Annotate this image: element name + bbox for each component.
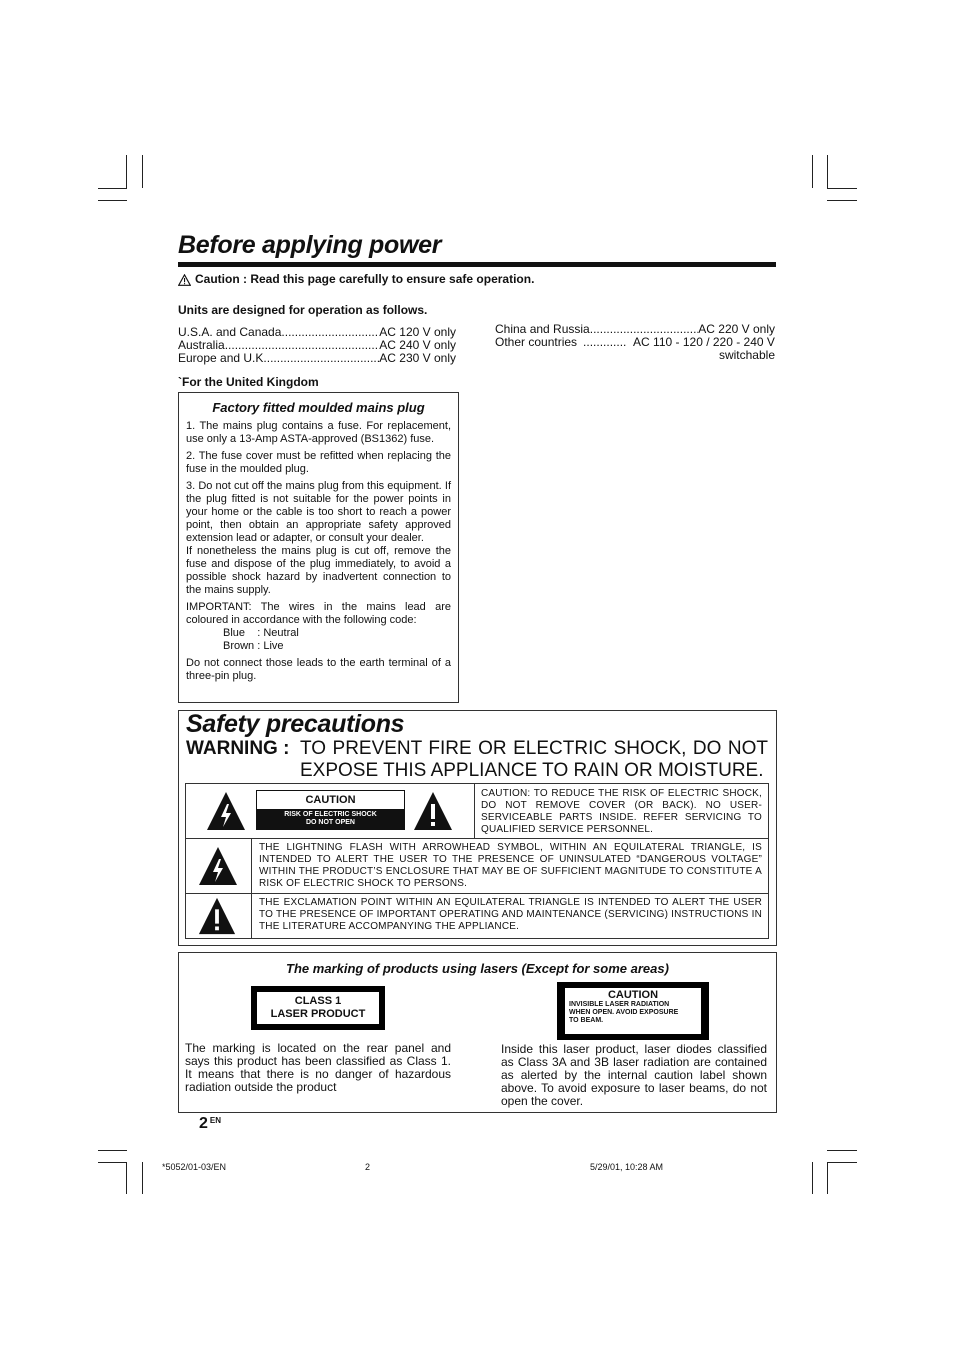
uk-para: Do not connect those leads to the earth terminal of a three-pin plug. bbox=[186, 657, 451, 682]
units-left bbox=[178, 326, 456, 365]
uk-para: 3. Do not cut off the mains plug from this equipment. If the plug fitted is not suitable for the power points in your home or the cable is too short to reach a power point, then obtain an appropriate safety approved extension lead or adapter, or consult your dealer. bbox=[186, 480, 451, 544]
page-lang: EN bbox=[209, 1116, 222, 1125]
crop-mark bbox=[142, 1162, 143, 1194]
units-heading: Units are designed for operation as follows. bbox=[178, 303, 428, 317]
laser-left-text: The marking is located on the rear panel and says this product has been classified as Class 1. It means that there is no danger of hazardous radiation outside the product bbox=[185, 1041, 451, 1094]
crop-mark bbox=[98, 1150, 127, 1151]
crop-mark bbox=[827, 1162, 828, 1194]
crop-mark bbox=[126, 155, 127, 188]
class1-line-2: LASER PRODUCT bbox=[270, 1008, 366, 1020]
lightning-triangle-icon bbox=[205, 790, 247, 832]
page-title: Before applying power bbox=[178, 231, 442, 259]
caution-text: CAUTION: TO REDUCE THE RISK OF ELECTRIC SHOCK, DO NOT REMOVE COVER (OR BACK). NO USER-SERVICEABLE PARTS INSIDE. REFER SERVICING TO QUALIFIED SERVICE PERSONNEL. bbox=[481, 788, 762, 835]
safety-title: Safety precautions bbox=[186, 710, 405, 738]
exclamation-text: THE EXCLAMATION POINT WITHIN AN EQUILATERAL TRIANGLE IS INTENDED TO ALERT THE USER TO THE PRESENCE OF IMPORTANT OPERATING AND MAINTENANCE (SERVICING) INSTRUCTIONS IN THE LITERATURE ACCOMPANYING THE APPLIANCE. bbox=[259, 897, 762, 932]
caution-sub-2: DO NOT OPEN bbox=[305, 819, 355, 826]
warning-label: WARNING : bbox=[186, 738, 290, 759]
caution-sub-1: RISK OF ELECTRIC SHOCK bbox=[284, 811, 377, 818]
page-number-value: 2 bbox=[199, 1115, 208, 1132]
exclamation-triangle-icon bbox=[197, 896, 237, 936]
laser-caution-title: CAUTION bbox=[607, 989, 659, 1001]
crop-mark bbox=[827, 1150, 857, 1151]
caution-label: CAUTION bbox=[305, 794, 356, 806]
uk-box-title: Factory fitted moulded mains plug bbox=[212, 400, 425, 415]
class1-label bbox=[251, 986, 385, 1030]
unit-note: switchable bbox=[718, 348, 775, 362]
unit-row: U.S.A. and Canada ..... AC 120 V only bbox=[178, 326, 456, 339]
uk-plug-box bbox=[178, 392, 459, 703]
uk-para: 1. The mains plug contains a fuse. For replacement, use only a 13-Amp ASTA-approved (BS1362) fuse. bbox=[186, 420, 451, 445]
crop-mark bbox=[142, 155, 143, 188]
uk-para: 2. The fuse cover must be refitted when replacing the fuse in the moulded plug. bbox=[186, 450, 451, 475]
laser-caution-line: TO BEAM. bbox=[569, 1017, 604, 1024]
unit-row: China and Russia ..... AC 220 V only bbox=[495, 323, 775, 336]
laser-caution-line: INVISIBLE LASER RADIATION bbox=[569, 1001, 670, 1008]
crop-mark bbox=[98, 188, 127, 189]
crop-mark bbox=[812, 155, 813, 188]
lightning-text: THE LIGHTNING FLASH WITH ARROWHEAD SYMBOL, WITHIN AN EQUILATERAL TRIANGLE, IS INTENDED TO ALERT THE USER TO THE PRESENCE OF UNINSULATED “DANGEROUS VOLTAGE” WITHIN THE PRODUCT’S ENCLOSURE THAT MAY BE OF SUFFICIENT MAGNITUDE TO CONSTITUTE A RISK OF ELECTRIC SHOCK TO PERSONS. bbox=[259, 842, 762, 889]
footer-timestamp: 5/29/01, 10:28 AM bbox=[590, 1162, 664, 1172]
crop-mark bbox=[827, 188, 857, 189]
warning-line-1: TO PREVENT FIRE OR ELECTRIC SHOCK, DO NOT bbox=[300, 738, 768, 759]
crop-mark bbox=[126, 1162, 127, 1194]
crop-mark bbox=[98, 200, 127, 201]
footer-center: 2 bbox=[365, 1162, 371, 1172]
uk-para: IMPORTANT: The wires in the mains lead are coloured in accordance with the following code: bbox=[186, 601, 451, 626]
unit-row: Other countries ..... AC 110 - 120 / 220 - 240 V bbox=[495, 336, 775, 349]
caution-text: Caution : Read this page carefully to ensure safe operation. bbox=[195, 272, 535, 286]
uk-heading: `For the United Kingdom bbox=[178, 375, 319, 389]
caution-label-box bbox=[256, 790, 405, 830]
warning-line-2: EXPOSE THIS APPLIANCE TO RAIN OR MOISTURE. bbox=[300, 760, 764, 781]
crop-mark bbox=[98, 1162, 127, 1163]
uk-para: If nonetheless the mains plug is cut off, remove the fuse and dispose of the plug immediately, to avoid a possible shock hazard by inadvertent connection to the mains supply. bbox=[186, 545, 451, 596]
caution-line bbox=[178, 273, 534, 286]
crop-mark bbox=[827, 200, 857, 201]
page-number bbox=[199, 1114, 221, 1134]
caution-sub-band bbox=[257, 809, 404, 829]
laser-caution-label bbox=[557, 982, 709, 1040]
wire-brown: Brown : Live bbox=[223, 640, 284, 652]
unit-row: Australia ..... AC 240 V only bbox=[178, 339, 456, 352]
exclamation-triangle-icon bbox=[412, 790, 454, 832]
caution-triangle-icon bbox=[178, 274, 191, 286]
title-rule bbox=[178, 262, 776, 267]
doc-code: *5052/01-03/EN bbox=[162, 1162, 227, 1172]
units-right bbox=[495, 323, 775, 362]
crop-mark bbox=[812, 1162, 813, 1194]
class1-line-1: CLASS 1 bbox=[294, 995, 342, 1007]
laser-right-text: Inside this laser product, laser diodes classified as Class 3A and 3B laser radiation are contained as alerted by the internal caution label shown above. To avoid exposure to laser beams, do not open the cover. bbox=[501, 1042, 767, 1108]
unit-row: Europe and U.K. ..... AC 230 V only bbox=[178, 352, 456, 365]
crop-mark bbox=[827, 1162, 857, 1163]
wire-blue: Blue : Neutral bbox=[223, 627, 299, 639]
laser-title: The marking of products using lasers (Except for some areas) bbox=[286, 961, 669, 976]
laser-caution-line: WHEN OPEN. AVOID EXPOSURE bbox=[569, 1009, 679, 1016]
lightning-triangle-icon bbox=[197, 845, 239, 887]
crop-mark bbox=[827, 155, 828, 188]
